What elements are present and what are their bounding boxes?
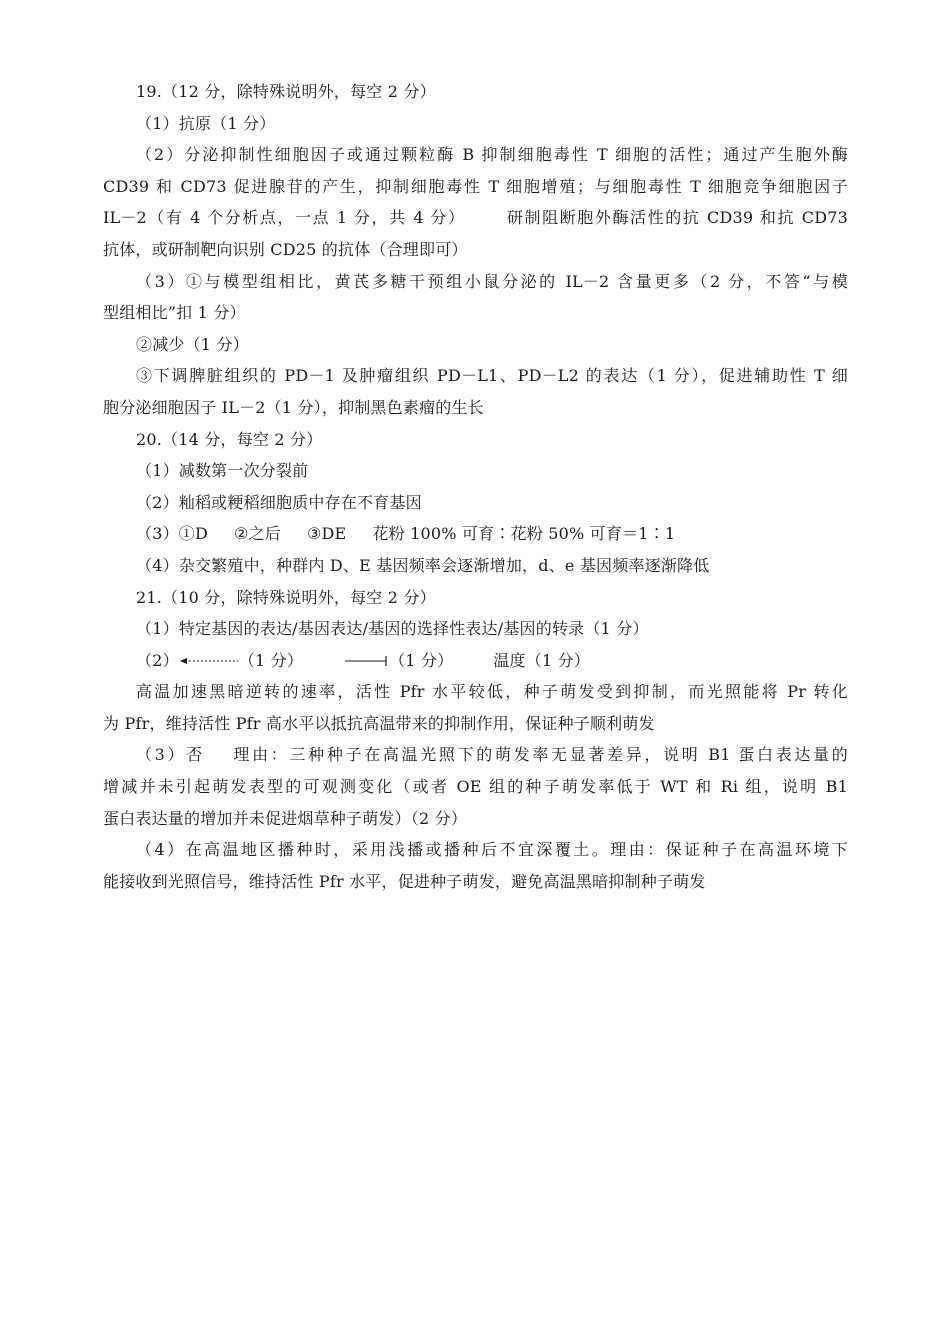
q21-part4-line2: 能接收到光照信号，维持活性 Pfr 水平，促进种子萌发，避免高温黑暗抑制种子萌发 [103,871,706,891]
q19-part3-line4: ③下调脾脏组织的 PD－1 及肿瘤组织 PD－L1、PD－L2 的表达（1 分），促进辅助性 T 细 [136,366,848,386]
q21-part2b: （1 分） [238,650,304,670]
q20-header: 20.（14 分，每空 2 分） [136,429,323,449]
q20-part3c: ③DE [306,524,347,544]
q21-part2-line2: 高温加速黑暗逆转的速率，活性 Pfr 水平较低，种子萌发受到抑制，而光照能将 Pr 转化 [136,682,848,702]
q21-part2c: （1 分） [389,650,454,670]
q21-part4-line1: （4）在高温地区播种时，采用浅播或播种后不宜深覆土。理由：保证种子在高温环境下 [136,840,848,860]
inhibition-arrow-icon [343,655,389,667]
q20-part4: （4）杂交繁殖中，种群内 D、E 基因频率会逐渐增加，d、e 基因频率逐渐降低 [136,555,710,575]
q19-part2-line3 [103,202,848,234]
q19-header: 19.（12 分，除特殊说明外，每空 2 分） [136,82,436,101]
q19-part2-line1: （2）分泌抑制性细胞因子或通过颗粒酶 B 抑制细胞毒性 T 细胞的活性；通过产生胞外酶 [136,145,848,165]
q19-part2-line2: CD39 和 CD73 促进腺苷的产生，抑制细胞毒性 T 细胞增殖；与细胞毒性 T 细胞竞争细胞因子 [103,176,848,196]
q19-part3-line3: ②减少（1 分） [136,334,249,354]
q19-part2-line4: 抗体，或研制靶向识别 CD25 的抗体（合理即可） [103,239,468,259]
q19-part3-line1: （3）①与模型组相比，黄芪多糖干预组小鼠分泌的 IL－2 含量更多（2 分，不答“与模 [136,271,848,291]
q21-part1: （1）特定基因的表达/基因表达/基因的选择性表达/基因的转录（1 分） [136,619,649,639]
q19-part3-line2: 型组相比”扣 1 分） [103,303,246,323]
q20-part3d: 花粉 100% 可育∶花粉 50% 可育＝1∶1 [372,524,676,544]
q21-part2a: （2） [136,650,179,670]
answer-content [103,76,848,897]
q21-part2d: 温度（1 分） [493,650,591,670]
q19-part3-line5: 胞分泌细胞因子 IL－2（1 分），抑制黑色素瘤的生长 [103,397,484,417]
q19-part2-line3b: 研制阻断胞外酶活性的抗 CD39 和抗 CD73 [505,208,848,228]
q20-part2: （2）籼稻或粳稻细胞质中存在不育基因 [136,492,422,512]
q21-part3a: （3）否 [136,745,205,765]
q20-part3a: （3）①D [136,524,209,544]
q21-part3-line1 [103,739,848,771]
q20-part3b: ②之后 [234,524,281,544]
q21-header: 21.（10 分，除特殊说明外，每空 2 分） [136,587,436,607]
q21-part3-line2: 增减并未引起萌发表型的可观测变化（或者 OE 组的种子萌发率低于 WT 和 Ri 组，说明 B1 [103,777,848,797]
q19-part1: （1）抗原（1 分） [136,113,276,133]
dashed-arrow-icon [179,656,239,666]
q21-part2-line3: 为 Pfr，维持活性 Pfr 高水平以抵抗高温带来的抑制作用，保证种子顺利萌发 [103,713,655,733]
q21-part2-line1 [103,645,848,677]
q20-part1: （1）减数第一次分裂前 [136,461,309,481]
q21-part3b: 理由：三种种子在高温光照下的萌发率无显著差异，说明 B1 蛋白表达量的 [230,745,848,765]
q21-part3-line3: 蛋白表达量的增加并未促进烟草种子萌发）（2 分） [103,808,468,828]
q20-part3 [103,518,848,550]
q19-part2-line3a: IL－2（有 4 个分析点，一点 1 分，共 4 分） [103,208,466,228]
